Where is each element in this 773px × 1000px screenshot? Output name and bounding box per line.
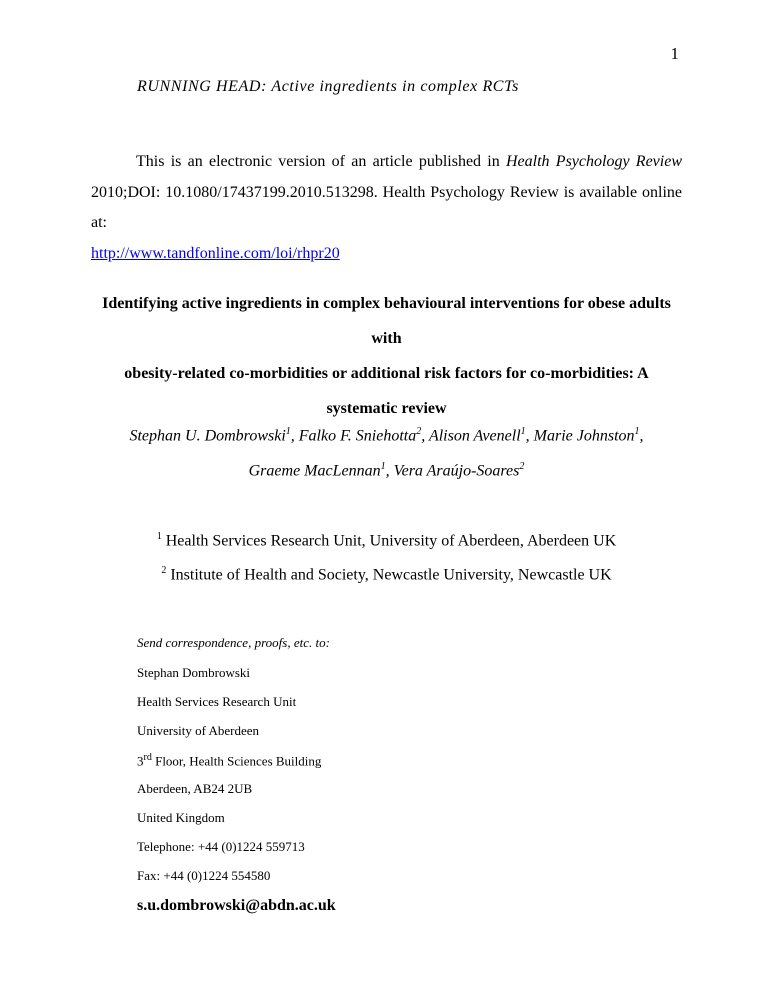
correspondence-fax: Fax: +44 (0)1224 554580 xyxy=(137,868,271,883)
affiliation-2 xyxy=(91,565,682,584)
notice-text-before: This is an electronic version of an article published in xyxy=(136,153,506,170)
author-name: Marie Johnston xyxy=(533,427,635,445)
author-affiliation-mark: 2 xyxy=(416,426,422,437)
correspondence-floor xyxy=(137,752,321,769)
floor-number: 3 xyxy=(137,753,144,769)
author-line-2: Graeme MacLennan$^1$, Vera Araújo-Soares$^2$ xyxy=(248,461,525,480)
author-name: Alison Avenell xyxy=(428,427,521,445)
author-line-1: Stephan U. Dombrowski$^1$, Falko F. Sniehotta$^2$, Alison Avenell$^1$, Marie Johnston$^1$, xyxy=(129,426,644,445)
correspondence-name: Stephan Dombrowski xyxy=(137,665,251,680)
correspondence-country: United Kingdom xyxy=(137,810,225,825)
journal-name: Health Psychology Review xyxy=(506,153,682,170)
author-affiliation-mark: 1 xyxy=(380,461,386,472)
affiliation-mark: 2 xyxy=(161,565,167,576)
correspondence-email[interactable]: s.u.dombrowski@abdn.ac.uk xyxy=(137,897,336,914)
correspondence-unit: Health Services Research Unit xyxy=(137,694,297,709)
correspondence-city: Aberdeen, AB24 2UB xyxy=(137,781,253,796)
author-affiliation-mark: 1 xyxy=(285,426,291,437)
publication-notice xyxy=(91,147,682,269)
correspondence-university: University of Aberdeen xyxy=(137,723,260,738)
journal-link[interactable]: http://www.tandfonline.com/loi/rhpr20 xyxy=(91,244,340,262)
author-name: Vera Araújo-Soares xyxy=(393,462,520,480)
affiliation-1 xyxy=(91,531,682,550)
author-affiliation-mark: 2 xyxy=(519,461,525,472)
running-head: RUNNING HEAD: Active ingredients in complex RCTs xyxy=(137,78,519,95)
article-title xyxy=(91,286,682,426)
author-name: Stephan U. Dombrowski xyxy=(129,427,286,445)
title-line-1: Identifying active ingredients in complex behavioural interventions for obese adults with xyxy=(102,295,671,347)
author-affiliation-mark: 1 xyxy=(520,426,526,437)
title-line-3: systematic review xyxy=(326,400,447,417)
author-name: Falko F. Sniehotta xyxy=(298,427,417,445)
affiliation-text: Institute of Health and Society, Newcastle University, Newcastle UK xyxy=(170,566,612,584)
page-number: 1 xyxy=(670,44,679,63)
affiliation-text: Health Services Research Unit, University of Aberdeen, Aberdeen UK xyxy=(165,532,617,550)
correspondence-heading: Send correspondence, proofs, etc. to: xyxy=(137,635,330,650)
author-affiliation-mark: 1 xyxy=(634,426,640,437)
affiliation-mark: 1 xyxy=(156,531,162,542)
author-name: Graeme MacLennan xyxy=(248,462,381,480)
correspondence-telephone: Telephone: +44 (0)1224 559713 xyxy=(137,839,305,854)
floor-ordinal: rd xyxy=(143,752,152,763)
notice-text-after: 2010;DOI: 10.1080/17437199.2010.513298. Health Psychology Review is available online at: xyxy=(91,183,682,231)
title-line-2: obesity-related co-morbidities or additional risk factors for co-morbidities: A xyxy=(124,365,649,382)
floor-rest: Floor, Health Sciences Building xyxy=(151,753,322,769)
